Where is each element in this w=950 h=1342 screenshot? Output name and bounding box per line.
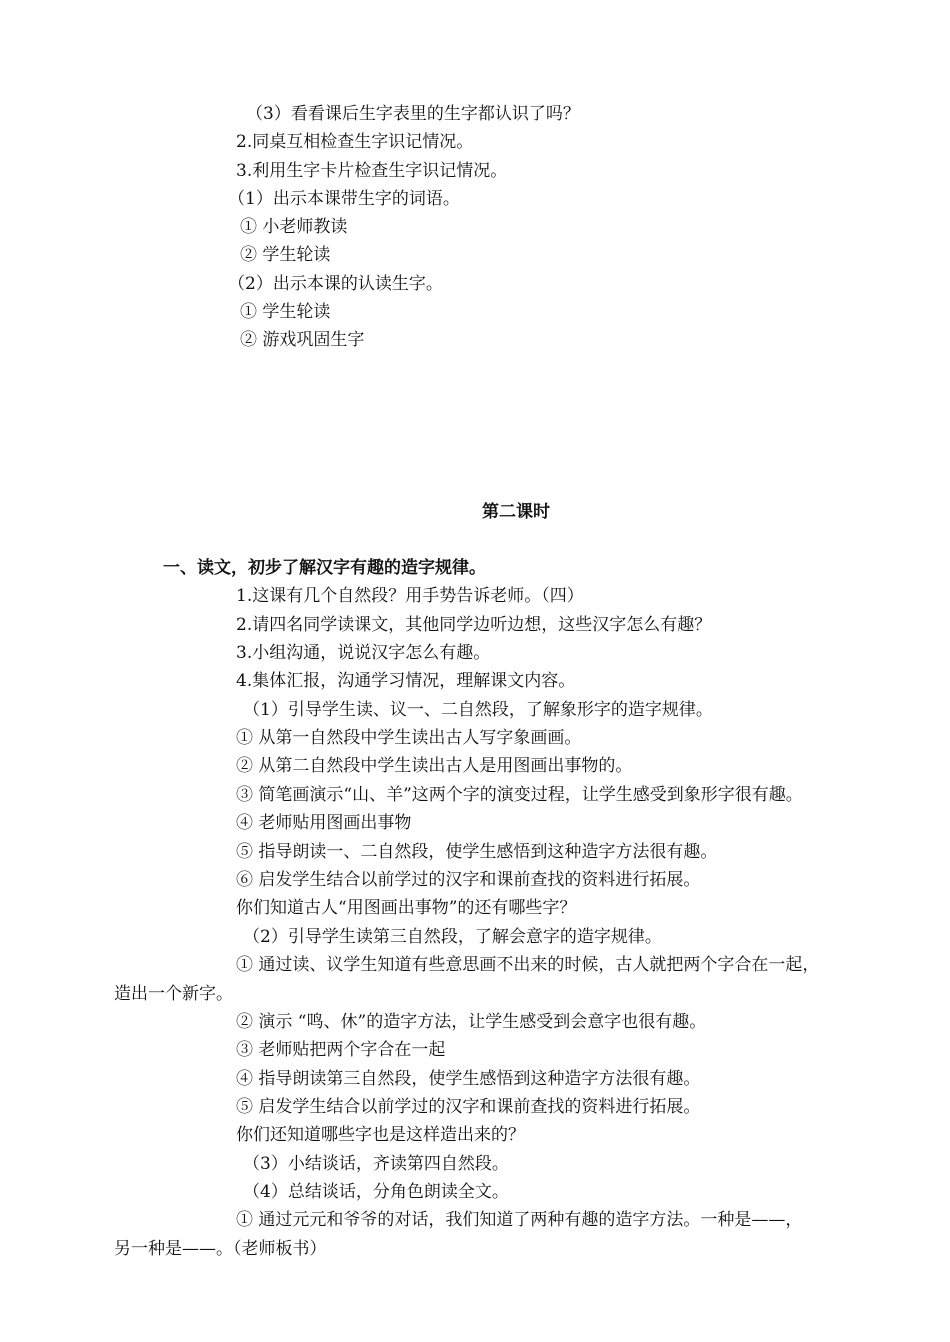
text-line: 4.集体汇报，沟通学习情况，理解课文内容。 — [236, 671, 576, 691]
section-title: 第二课时 — [482, 502, 550, 522]
text-line: （1）出示本课带生字的词语。 — [228, 189, 460, 209]
text-line: ⑤ 启发学生结合以前学过的汉字和课前查找的资料进行拓展。 — [236, 1097, 701, 1117]
text-line: ② 从第二自然段中学生读出古人是用图画出事物的。 — [236, 756, 633, 776]
text-line: （3）看看课后生字表里的生字都认识了吗？ — [246, 104, 580, 124]
text-line: 你们知道古人“用图画出事物”的还有哪些字？ — [236, 898, 577, 918]
text-line: ① 从第一自然段中学生读出古人写字象画画。 — [236, 728, 582, 748]
text-line: ⑤ 指导朗读一、二自然段，使学生感悟到这种造字方法很有趣。 — [236, 842, 718, 862]
text-line: ① 通过读、议学生知道有些意思画不出来的时候，古人就把两个字合在一起， — [236, 955, 820, 975]
text-line: ① 小老师教读 — [240, 217, 348, 237]
text-line: ② 演示 “鸣、休”的造字方法，让学生感受到会意字也很有趣。 — [236, 1012, 707, 1032]
text-line: ② 学生轮读 — [240, 245, 331, 265]
text-line: （2）引导学生读第三自然段，了解会意字的造字规律。 — [243, 927, 662, 947]
text-line: 2.同桌互相检查生字识记情况。 — [236, 132, 474, 152]
text-line: ③ 老师贴把两个字合在一起 — [236, 1040, 446, 1060]
heading: 一、读文，初步了解汉字有趣的造字规律。 — [163, 558, 486, 578]
text-line: ⑥ 启发学生结合以前学过的汉字和课前查找的资料进行拓展。 — [236, 870, 701, 890]
text-line: 2.请四名同学读课文，其他同学边听边想，这些汉字怎么有趣？ — [236, 615, 712, 635]
text-line: 造出一个新字。 — [114, 984, 233, 1004]
text-line: （1）引导学生读、议一、二自然段，了解象形字的造字规律。 — [243, 700, 713, 720]
text-line: （2）出示本课的认读生字。 — [228, 274, 443, 294]
text-line: ③ 简笔画演示“山、羊”这两个字的演变过程，让学生感受到象形字很有趣。 — [236, 785, 803, 805]
text-line: 另一种是——。（老师板书） — [114, 1239, 327, 1259]
text-line: ① 通过元元和爷爷的对话，我们知道了两种有趣的造字方法。一种是——， — [236, 1210, 803, 1230]
text-line: ① 学生轮读 — [240, 302, 331, 322]
text-line: ④ 指导朗读第三自然段，使学生感悟到这种造字方法很有趣。 — [236, 1069, 701, 1089]
text-line: 你们还知道哪些字也是这样造出来的？ — [236, 1125, 525, 1145]
text-line: 1.这课有几个自然段？用手势告诉老师。（四） — [236, 586, 584, 606]
text-line: ② 游戏巩固生字 — [240, 330, 365, 350]
text-line: ④ 老师贴用图画出事物 — [236, 813, 412, 833]
text-line: 3.小组沟通，说说汉字怎么有趣。 — [236, 643, 491, 663]
text-line: （3）小结谈话，齐读第四自然段。 — [243, 1154, 509, 1174]
text-line: （4）总结谈话，分角色朗读全文。 — [243, 1182, 509, 1202]
text-line: 3.利用生字卡片检查生字识记情况。 — [236, 161, 508, 181]
